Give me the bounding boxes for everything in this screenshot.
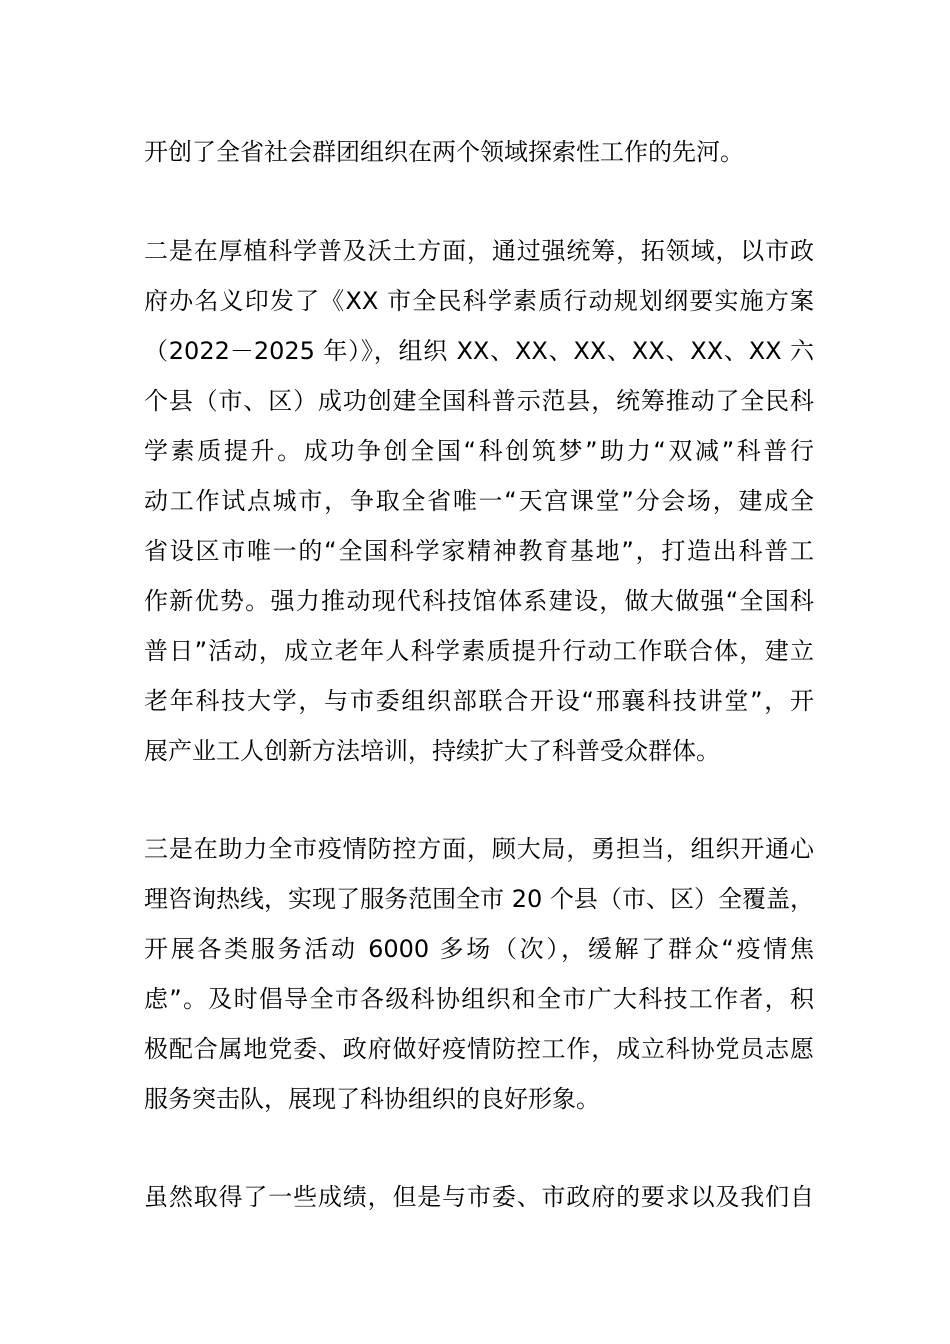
paragraph-3-line-6: 服务突击队，展现了科协组织的良好形象。 <box>144 1085 600 1113</box>
paragraph-1-line-1: 开创了全省社会群团组织在两个领域探索性工作的先河。 <box>144 138 744 166</box>
paragraph-2-line-10: 老年科技大学，与市委组织部联合开设“邢襄科技讲堂”，开 <box>144 687 814 715</box>
paragraph-4-line-1: 虽然取得了一些成绩，但是与市委、市政府的要求以及我们自 <box>144 1183 814 1211</box>
paragraph-2-line-9: 普日”活动，成立老年人科学素质提升行动工作联合体，建立 <box>144 637 814 665</box>
paragraph-3-line-1: 三是在助力全市疫情防控方面，顾大局，勇担当，组织开通心 <box>144 835 814 863</box>
paragraph-3-line-5: 极配合属地党委、政府做好疫情防控工作，成立科协党员志愿 <box>144 1035 814 1063</box>
paragraph-2-line-2: 府办名义印发了《XX 市全民科学素质行动规划纲要实施方案 <box>144 287 814 315</box>
paragraph-2-line-4: 个县（市、区）成功创建全国科普示范县，统筹推动了全民科 <box>144 387 814 415</box>
paragraph-2-line-11: 展产业工人创新方法培训，持续扩大了科普受众群体。 <box>144 737 720 765</box>
paragraph-3-line-2: 理咨询热线，实现了服务范围全市 20 个县（市、区）全覆盖， <box>144 885 814 913</box>
paragraph-2-line-6: 动工作试点城市，争取全省唯一“天宫课堂”分会场，建成全 <box>144 487 814 515</box>
paragraph-2-line-8: 作新优势。强力推动现代科技馆体系建设，做大做强“全国科 <box>144 587 814 615</box>
paragraph-3-line-3: 开展各类服务活动 6000 多场（次），缓解了群众“疫情焦 <box>144 935 814 963</box>
paragraph-2-line-5: 学素质提升。成功争创全国“科创筑梦”助力“双减”科普行 <box>144 437 814 465</box>
paragraph-2-line-7: 省设区市唯一的“全国科学家精神教育基地”，打造出科普工 <box>144 537 814 565</box>
paragraph-3-line-4: 虑”。及时倡导全市各级科协组织和全市广大科技工作者，积 <box>144 985 814 1013</box>
paragraph-2-line-3: （2022－2025 年）》，组织 XX、XX、XX、XX、XX、XX 六 <box>144 337 814 365</box>
paragraph-2-line-1: 二是在厚植科学普及沃土方面，通过强统筹，拓领域，以市政 <box>144 237 814 265</box>
